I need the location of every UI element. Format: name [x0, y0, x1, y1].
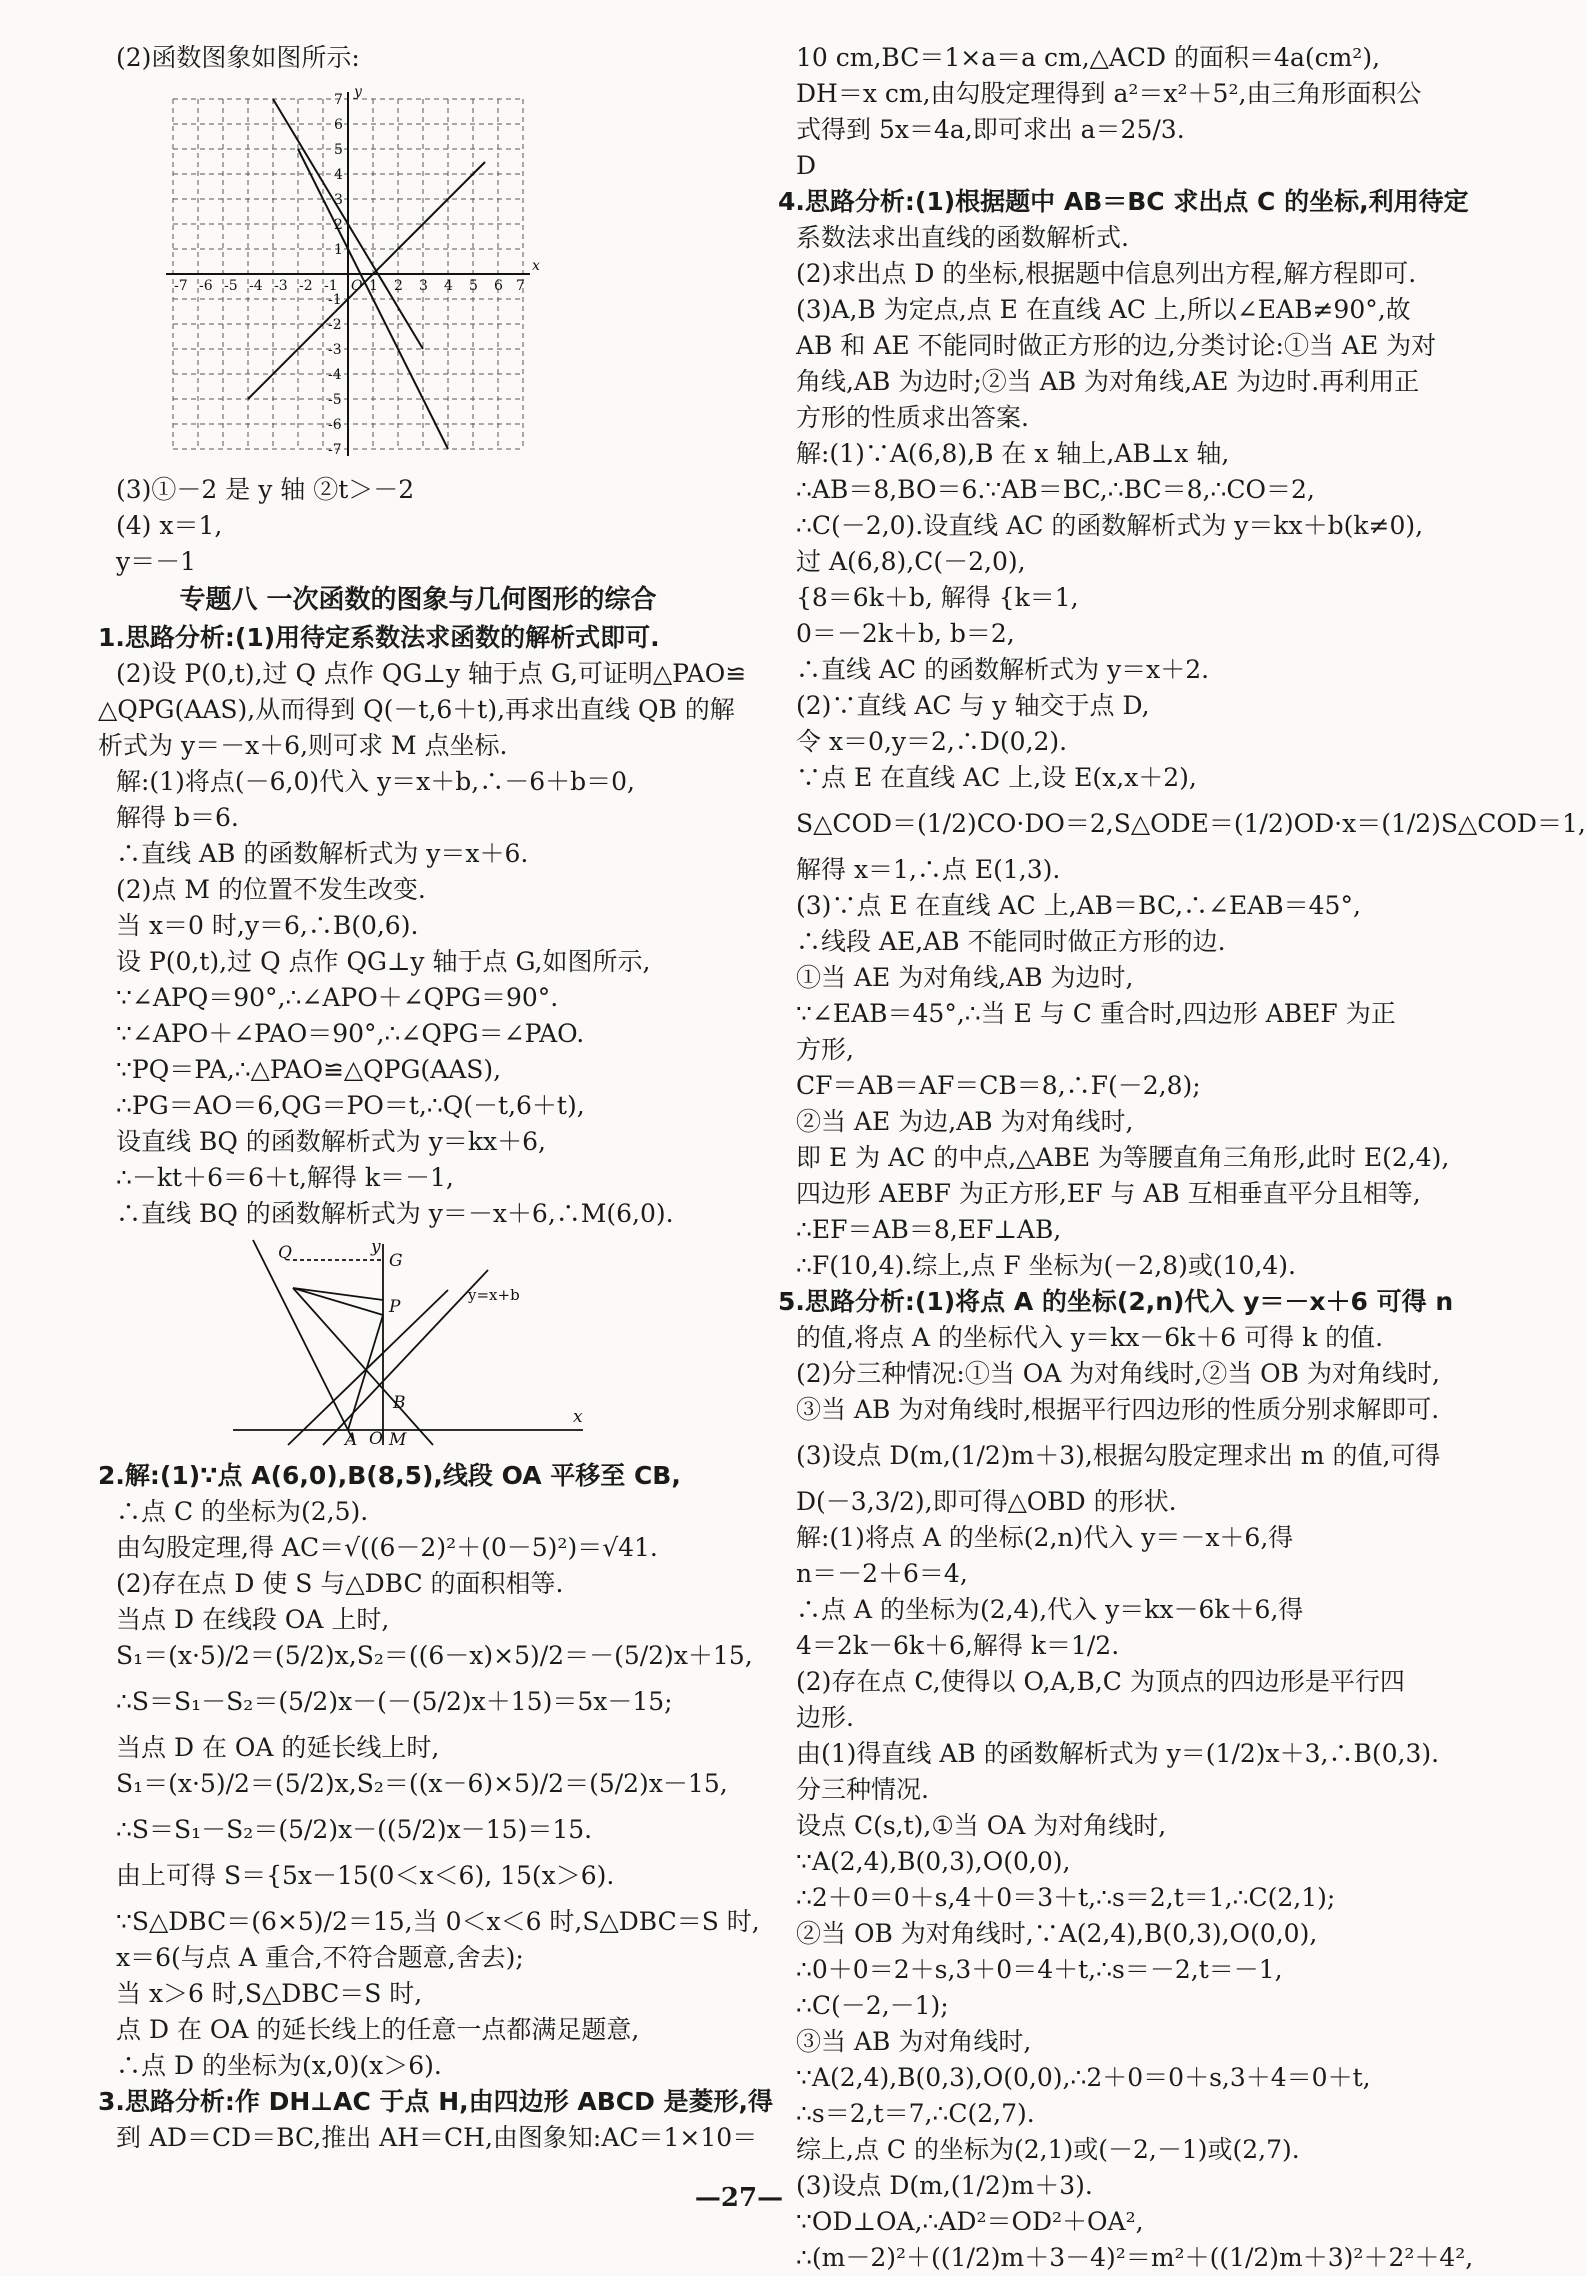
- text-line: (3)①－2 是 y 轴 ②t＞－2: [116, 475, 415, 504]
- svg-text:1: 1: [369, 278, 378, 294]
- svg-text:y: y: [371, 1237, 381, 1257]
- svg-text:2: 2: [334, 217, 343, 233]
- problem-4: 4.思路分析:(1)根据题中 AB＝BC 求出点 C 的坐标,利用待定 系数法求出直线的函数解析式. (2)求出点 D 的坐标,根据题中信息列出方程,解方程即可. (3)A,B 为定点,点 E 在直线 AC 上,所以∠EAB≠90°,故 AB 和 AE 不能同时做正方形的边,分类讨论:①当 AE 为对 角线,AB 为边时;②当 AB 为对角线,AE 为边时.再利用正 方形的性质求出答案. 解:(1)∵A(6,8),B 在 x 轴上,AB⊥x 轴, ∴AB＝8,BO＝6.∵AB＝BC,∴BC＝8,∴CO＝2, ∴C(－2,0).设直线 AC 的函数解析式为 y＝kx＋b(k≠0), 过 A(6,8),C(－2,0), {8＝6k＋b, 解得 {k＝1, 0＝－2k＋b, b＝2, ∴直线 AC 的函数解析式为 y＝x＋2. (2)∵直线 AC 与 y 轴交于点 D, 令 x＝0,y＝2,∴D(0,2). ∵点 E 在直线 AC 上,设 E(x,x＋2), S△COD＝(1/2)CO·DO＝2,S△ODE＝(1/2)OD·x＝(1/2)S△COD＝1, 解得 x＝1,∴点 E(1,3). (3)∵点 E 在直线 AC 上,AB＝BC,∴∠EAB＝45°, ∴线段 AE,AB 不能同时做正方形的边. ①当 AE 为对角线,AB 为边时, ∵∠EAB＝45°,∴当 E 与 C 重合时,四边形 ABEF 为正 方形, CF＝AB＝AF＝CB＝8,∴F(－2,8); ②当 AE 为边,AB 为对角线时, 即 E 为 AC 的中点,△ABE 为等腰直角三角形,此时 E(2,4), 四边形 AEBF 为正方形,EF 与 AB 互相垂直平分且相等, ∴EF＝AB＝8,EF⊥AB, ∴F(10,4).综上,点 F 坐标为(－2,8)或(10,4).: [778, 187, 1586, 1280]
- svg-text:-7: -7: [328, 442, 342, 458]
- svg-text:-2: -2: [299, 278, 313, 294]
- svg-text:y=x+b: y=x+b: [468, 1286, 520, 1304]
- svg-text:-7: -7: [174, 278, 188, 294]
- function-graph: [158, 84, 538, 464]
- page-number: —27—: [694, 2183, 784, 2213]
- svg-text:O: O: [369, 1429, 383, 1449]
- svg-text:-3: -3: [328, 342, 342, 358]
- svg-text:4: 4: [334, 167, 343, 183]
- svg-text:4: 4: [444, 278, 453, 294]
- svg-text:3: 3: [419, 278, 428, 294]
- svg-text:-2: -2: [328, 317, 342, 333]
- text-line: y＝－1: [116, 547, 197, 576]
- svg-text:-5: -5: [328, 392, 342, 408]
- y-axis-label: y: [354, 84, 362, 100]
- svg-text:-4: -4: [328, 367, 342, 383]
- svg-text:7: 7: [334, 92, 343, 108]
- origin-label: O: [351, 278, 363, 294]
- problem-5: 5.思路分析:(1)将点 A 的坐标(2,n)代入 y＝－x＋6 可得 n 的值,将点 A 的坐标代入 y＝kx－6k＋6 可得 k 的值. (2)分三种情况:①当 OA 为对角线时,②当 OB 为对角线时, ③当 AB 为对角线时,根据平行四边形的性质分别求解即可. (3)设点 D(m,(1/2)m＋3),根据勾股定理求出 m 的值,可得 D(－3,3/2),即可得△OBD 的形状. 解:(1)将点 A 的坐标(2,n)代入 y＝－x＋6,得 n＝－2＋6＝4, ∴点 A 的坐标为(2,4),代入 y＝kx－6k＋6,得 4＝2k－6k＋6,解得 k＝1/2. (2)存在点 C,使得以 O,A,B,C 为顶点的四边形是平行四 边形. 由(1)得直线 AB 的函数解析式为 y＝(1/2)x＋3,∴B(0,3). 分三种情况. 设点 C(s,t),①当 OA 为对角线时, ∵A(2,4),B(0,3),O(0,0), ∴2＋0＝0＋s,4＋0＝3＋t,∴s＝2,t＝1,∴C(2,1); ②当 OB 为对角线时,∵A(2,4),B(0,3),O(0,0), ∴0＋0＝2＋s,3＋0＝4＋t,∴s＝－2,t＝－1, ∴C(－2,－1); ③当 AB 为对角线时, ∵A(2,4),B(0,3),O(0,0),∴2＋0＝0＋s,3＋4＝0＋t, ∴s＝2,t＝7,∴C(2,7). 综上,点 C 的坐标为(2,1)或(－2,－1)或(2,7). (3)设点 D(m,(1/2)m＋3). ∵OD⊥OA,∴AD²＝OD²＋OA², ∴(m－2)²＋((1/2)m＋3－4)²＝m²＋((1/2)m＋3)²＋2²＋4²,: [778, 1287, 1474, 2272]
- right-column: [778, 40, 1586, 2276]
- svg-text:-1: -1: [328, 292, 342, 308]
- svg-text:Q: Q: [278, 1243, 292, 1263]
- svg-text:1: 1: [334, 242, 343, 258]
- svg-text:7: 7: [516, 278, 525, 294]
- svg-text:G: G: [389, 1251, 403, 1271]
- svg-text:5: 5: [334, 142, 343, 158]
- svg-text:P: P: [389, 1297, 401, 1317]
- problem-3-continued: 10 cm,BC＝1×a＝a cm,△ACD 的面积＝4a(cm²), DH＝x cm,由勾股定理得到 a²＝x²＋5²,由三角形面积公 式得到 5x＝4a,即可求出 a＝25/3. D: [796, 43, 1422, 180]
- x-axis-label: x: [532, 258, 540, 274]
- svg-text:3: 3: [334, 192, 343, 208]
- text-line: (2)函数图象如图所示:: [116, 43, 360, 72]
- svg-text:-1: -1: [324, 278, 338, 294]
- svg-text:6: 6: [334, 117, 343, 133]
- svg-text:A: A: [345, 1430, 358, 1450]
- svg-text:5: 5: [469, 278, 478, 294]
- svg-text:-3: -3: [274, 278, 288, 294]
- svg-text:M: M: [389, 1430, 407, 1450]
- problem-1: 1.思路分析:(1)用待定系数法求函数的解析式即可. (2)设 P(0,t),过 Q 点作 QG⊥y 轴于点 G,可证明△PAO≌ △QPG(AAS),从而得到 Q(－t,6＋t),再求出直线 QB 的解 析式为 y＝－x＋6,则可求 M 点坐标. 解:(1)将点(－6,0)代入 y＝x＋b,∴－6＋b＝0, 解得 b＝6. ∴直线 AB 的函数解析式为 y＝x＋6. (2)点 M 的位置不发生改变. 当 x＝0 时,y＝6,∴B(0,6). 设 P(0,t),过 Q 点作 QG⊥y 轴于点 G,如图所示, ∵∠APQ＝90°,∴∠APO＋∠QPG＝90°. ∵∠APO＋∠PAO＝90°,∴∠QPG＝∠PAO. ∵PQ＝PA,∴△PAO≌△QPG(AAS), ∴PG＝AO＝6,QG＝PO＝t,∴Q(－t,6＋t), 设直线 BQ 的函数解析式为 y＝kx＋6, ∴－kt＋6＝6＋t,解得 k＝－1, ∴直线 BQ 的函数解析式为 y＝－x＋6,∴M(6,0).: [98, 623, 747, 1228]
- text-line: (4) x＝1,: [116, 511, 223, 540]
- svg-text:2: 2: [394, 278, 403, 294]
- svg-text:x: x: [573, 1407, 583, 1427]
- problem-2: 2.解:(1)∵点 A(6,0),B(8,5),线段 OA 平移至 CB, ∴点 C 的坐标为(2,5). 由勾股定理,得 AC＝√((6－2)²＋(0－5)²)＝√41. (2)存在点 D 使 S 与△DBC 的面积相等. 当点 D 在线段 OA 上时, S₁＝(x·5)/2＝(5/2)x,S₂＝((6－x)×5)/2＝－(5/2)x＋15, ∴S＝S₁－S₂＝(5/2)x－(－(5/2)x＋15)＝5x－15; 当点 D 在 OA 的延长线上时, S₁＝(x·5)/2＝(5/2)x,S₂＝((x－6)×5)/2＝(5/2)x－15, ∴S＝S₁－S₂＝(5/2)x－((5/2)x－15)＝15. 由上可得 S＝{5x－15(0＜x＜6), 15(x＞6). ∵S△DBC＝(6×5)/2＝15,当 0＜x＜6 时,S△DBC＝S 时, x＝6(与点 A 重合,不符合题意,舍去); 当 x＞6 时,S△DBC＝S 时, 点 D 在 OA 的延长线上的任意一点都满足题意, ∴点 D 的坐标为(x,0)(x＞6). 3.思路分析:作 DH⊥AC 于点 H,由四边形 ABCD 是菱形,得 到 AD＝CD＝BC,推出 AH＝CH,由图象知:AC＝1×10＝: [98, 1461, 774, 2152]
- left-column: [98, 40, 774, 2156]
- svg-text:-6: -6: [199, 278, 213, 294]
- svg-text:B: B: [393, 1393, 406, 1413]
- svg-text:-5: -5: [224, 278, 238, 294]
- section-title: 专题八 一次函数的图象与几何图形的综合: [179, 585, 657, 615]
- svg-text:6: 6: [494, 278, 503, 294]
- svg-text:-6: -6: [328, 417, 342, 433]
- geometry-figure: [233, 1237, 593, 1450]
- svg-text:-4: -4: [249, 278, 263, 294]
